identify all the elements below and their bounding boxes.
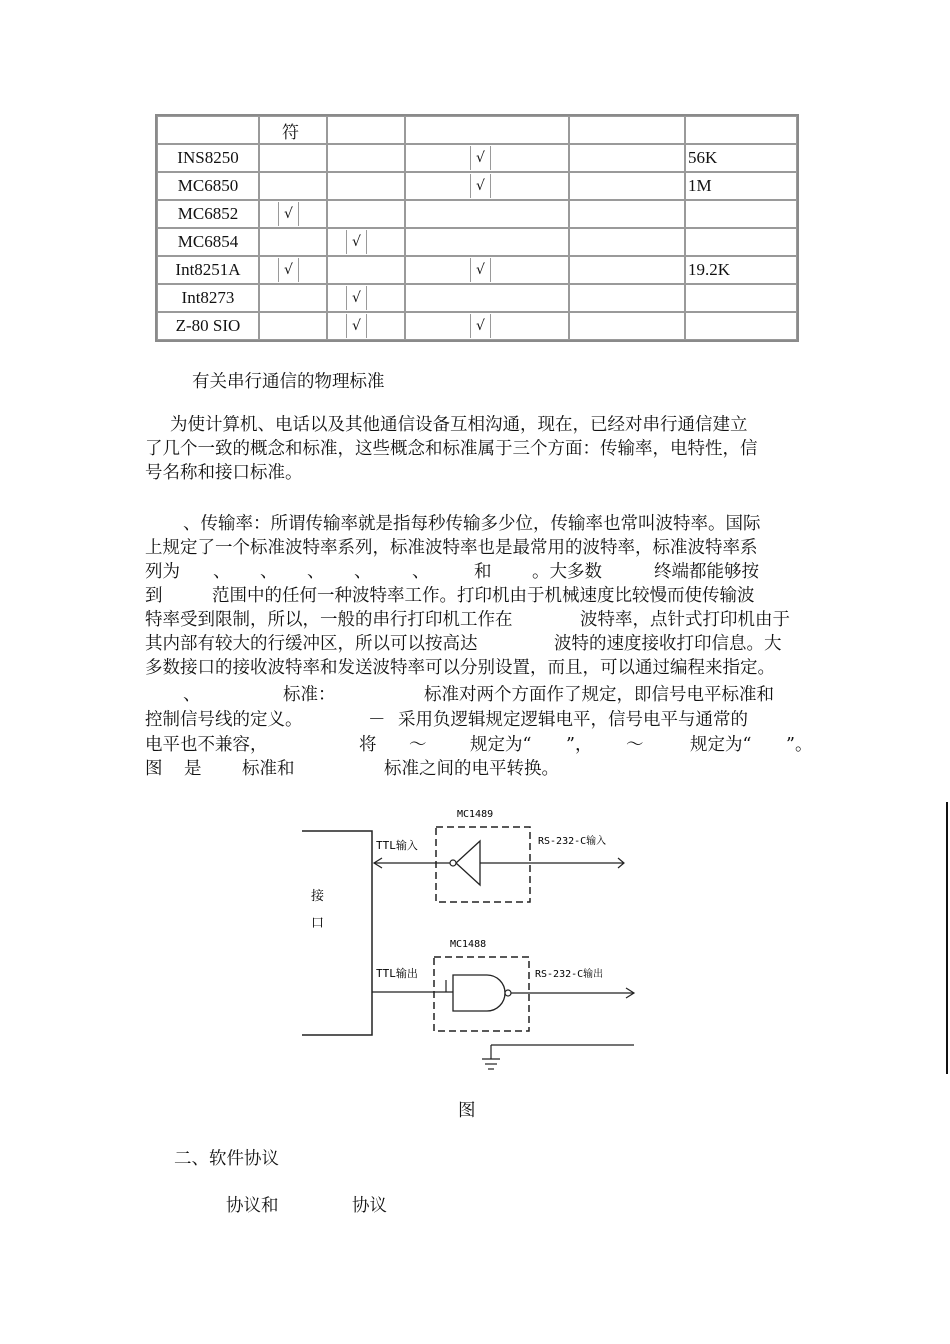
rate-cell — [685, 228, 797, 256]
header-cell — [327, 116, 405, 144]
paragraph-line: 号名称和接口标准。 — [145, 463, 303, 483]
check-cell — [569, 284, 685, 312]
check-cell — [569, 228, 685, 256]
check-cell — [405, 172, 569, 200]
chip-name-cell: Z-80 SIO — [157, 312, 259, 340]
text-fragment: 是 — [184, 759, 202, 779]
table-row — [157, 172, 797, 200]
chip-name-cell: Int8273 — [157, 284, 259, 312]
chip-comparison-table — [155, 114, 799, 342]
table-row — [157, 200, 797, 228]
text-fragment: 其内部有较大的行缓冲区，所以可以按高达 — [145, 634, 478, 654]
paragraph-line: 多数接口的接收波特率和发送波特率可以分别设置，而且，可以通过编程来指定。 — [145, 658, 775, 678]
header-cell — [405, 116, 569, 144]
check-mark: √ — [346, 314, 367, 338]
rate-cell: 56K — [685, 144, 797, 172]
table-row — [157, 284, 797, 312]
subsection-text: 协议和 — [226, 1196, 279, 1216]
table-header-row — [157, 116, 797, 144]
text-fragment: 标准对两个方面作了规定，即信号电平标准和 — [424, 685, 774, 705]
paragraph-line: 为使计算机、电话以及其他通信设备互相沟通，现在，已经对串行通信建立 — [170, 415, 748, 435]
rate-cell: 19.2K — [685, 256, 797, 284]
check-cell — [259, 144, 327, 172]
rs232-input-label: RS-232-C输入 — [538, 836, 607, 847]
check-cell — [259, 312, 327, 340]
header-cell — [157, 116, 259, 144]
check-mark: √ — [278, 202, 299, 226]
text-fragment: 控制信号线的定义。 — [145, 710, 303, 730]
text-fragment: 和 — [474, 562, 492, 582]
table-body — [157, 144, 797, 340]
chip-name-cell: MC6854 — [157, 228, 259, 256]
text-fragment: 、 — [260, 562, 278, 582]
check-cell — [405, 284, 569, 312]
chip-label-mc1489: MC1489 — [457, 809, 494, 820]
check-cell — [327, 284, 405, 312]
paragraph-line: 上规定了一个标准波特率系列，标准波特率也是最常用的波特率，标准波特率系 — [145, 538, 758, 558]
chip-name-cell: INS8250 — [157, 144, 259, 172]
text-fragment: 、 — [183, 685, 201, 705]
check-cell — [259, 172, 327, 200]
rs232-output-label: RS-232-C输出 — [535, 969, 604, 980]
text-fragment: 、 — [213, 562, 231, 582]
text-fragment: 标准之间的电平转换。 — [384, 759, 559, 779]
check-cell — [327, 312, 405, 340]
check-cell — [405, 312, 569, 340]
paragraph-line: 了几个一致的概念和标准，这些概念和标准属于三个方面：传输率，电特性，信 — [145, 439, 758, 459]
check-cell — [327, 256, 405, 284]
text-fragment: 、 — [307, 562, 325, 582]
driver-nand-gate — [453, 975, 505, 1011]
check-cell — [327, 228, 405, 256]
driver-inversion-bubble — [505, 990, 511, 996]
rate-cell: 1M — [685, 172, 797, 200]
text-fragment: 规定为“ — [470, 735, 532, 755]
text-fragment: 标准： — [283, 685, 336, 705]
table-row — [157, 228, 797, 256]
rate-cell — [685, 284, 797, 312]
text-fragment: 电平也不兼容， — [145, 735, 268, 755]
text-fragment: ～ — [626, 735, 644, 755]
header-cell — [685, 116, 797, 144]
check-cell — [259, 228, 327, 256]
text-fragment: 图 — [145, 759, 163, 779]
table-row — [157, 144, 797, 172]
rate-cell — [685, 200, 797, 228]
margin-rule — [946, 802, 948, 1074]
text-fragment: 特率受到限制，所以，一般的串行打印机工作在 — [145, 610, 513, 630]
text-fragment: 到 — [145, 586, 163, 606]
chip-label-mc1488: MC1488 — [450, 939, 487, 950]
chip-name-cell: MC6850 — [157, 172, 259, 200]
check-mark: √ — [470, 314, 491, 338]
text-fragment: ”。 — [786, 735, 813, 755]
text-fragment: 波特的速度接收打印信息。大 — [554, 634, 782, 654]
check-cell — [259, 284, 327, 312]
text-fragment: 波特率，点针式打印机由于 — [580, 610, 790, 630]
check-cell — [569, 256, 685, 284]
check-cell — [327, 144, 405, 172]
text-fragment: 将 — [359, 735, 377, 755]
text-fragment: 列为 — [145, 562, 180, 582]
check-mark: √ — [346, 230, 367, 254]
ttl-output-label: TTL输出 — [376, 967, 418, 980]
text-fragment: ～ — [409, 735, 427, 755]
check-cell — [405, 256, 569, 284]
check-cell — [569, 172, 685, 200]
interface-label-1: 接 — [311, 889, 325, 904]
check-cell — [327, 200, 405, 228]
check-mark: √ — [278, 258, 299, 282]
ttl-input-label: TTL输入 — [376, 839, 418, 852]
header-cell: 符 — [259, 116, 327, 144]
subsection-text: 协议 — [352, 1196, 387, 1216]
inversion-bubble — [450, 860, 456, 866]
chip-name-cell: MC6852 — [157, 200, 259, 228]
table-row — [157, 312, 797, 340]
text-fragment: 。大多数 — [532, 562, 602, 582]
section-title-software-protocol: 二、软件协议 — [174, 1149, 279, 1169]
check-mark: √ — [346, 286, 367, 310]
text-fragment: 范围中的任何一种波特率工作。打印机由于机械速度比较慢而使传输波 — [212, 586, 755, 606]
check-cell — [405, 200, 569, 228]
text-fragment: 采用负逻辑规定逻辑电平，信号电平与通常的 — [398, 710, 748, 730]
check-cell — [405, 228, 569, 256]
rs232-level-conversion-diagram — [302, 803, 648, 1075]
text-fragment: － — [368, 710, 386, 730]
check-cell — [405, 144, 569, 172]
check-mark: √ — [470, 258, 491, 282]
check-cell — [569, 200, 685, 228]
text-fragment: 终端都能够按 — [654, 562, 759, 582]
check-cell — [259, 200, 327, 228]
header-cell — [569, 116, 685, 144]
figure-caption: 图 — [458, 1101, 476, 1121]
paragraph-line: 、传输率：所谓传输率就是指每秒传输多少位，传输率也常叫波特率。国际 — [183, 514, 761, 534]
check-cell — [259, 256, 327, 284]
interface-label-2: 口 — [311, 916, 325, 931]
table-row — [157, 256, 797, 284]
chip-name-cell: Int8251A — [157, 256, 259, 284]
text-fragment: 规定为“ — [690, 735, 752, 755]
text-fragment: ”， — [566, 735, 593, 755]
check-mark: √ — [470, 146, 491, 170]
rate-cell — [685, 312, 797, 340]
check-cell — [569, 312, 685, 340]
check-cell — [569, 144, 685, 172]
text-fragment: 标准和 — [242, 759, 295, 779]
check-cell — [327, 172, 405, 200]
text-fragment: 、 — [412, 562, 430, 582]
text-fragment: 、 — [354, 562, 372, 582]
check-mark: √ — [470, 174, 491, 198]
section-title-physical-standards: 有关串行通信的物理标准 — [192, 372, 385, 392]
